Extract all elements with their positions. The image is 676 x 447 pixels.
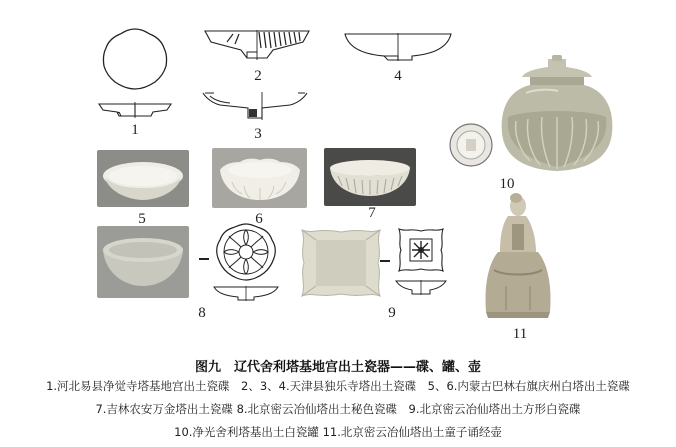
caption-line-1: 1.河北易县净觉寺塔基地宫出土瓷碟 2、3、4.天津县独乐寺塔出土瓷碟 5、6.内蒙古巴林右旗庆州白塔出土瓷碟 [46,379,630,393]
photo-5-white-dish [97,150,189,207]
photo-9-square-dish [298,222,384,304]
photo-11-figure-ewer [478,190,558,320]
photo-6-lobed-dish [212,148,307,208]
label-11: 11 [512,326,528,342]
drawing-9-top-view [396,226,446,274]
drawing-3-profile [200,90,310,124]
label-9: 9 [388,305,396,321]
label-5: 5 [138,211,146,227]
photo-8-celadon-dish [97,226,189,298]
label-2: 2 [254,68,262,84]
drawing-1-profile [97,100,173,120]
label-1: 1 [131,122,139,138]
figure-title: 图九 辽代舍利塔基地宫出土瓷器——碟、罐、壶 [194,360,481,375]
photo-7-ribbed-dish [324,148,416,206]
drawing-8-top-view [214,222,278,282]
label-7: 7 [368,205,376,221]
photo-10-jar [496,55,618,173]
label-4: 4 [394,68,402,84]
label-10: 10 [499,176,515,192]
drawing-1-top-view [100,26,170,92]
drawing-9-profile [394,278,448,296]
drawing-4-profile [342,30,454,64]
dash-8 [199,258,209,260]
photo-10-base [448,122,494,168]
caption-line-3: 10.净光舍利塔基出土白瓷罐 11.北京密云冶仙塔出土童子诵经壶 [174,425,502,439]
drawing-2-profile [203,28,311,66]
label-6: 6 [255,211,263,227]
drawing-8-profile [212,284,280,302]
label-8: 8 [198,305,206,321]
dash-9 [380,260,390,262]
caption-line-2: 7.吉林农安万金塔出土瓷碟 8.北京密云冶仙塔出土秘色瓷碟 9.北京密云冶仙塔出土方形白瓷碟 [95,402,581,416]
label-3: 3 [254,126,262,142]
